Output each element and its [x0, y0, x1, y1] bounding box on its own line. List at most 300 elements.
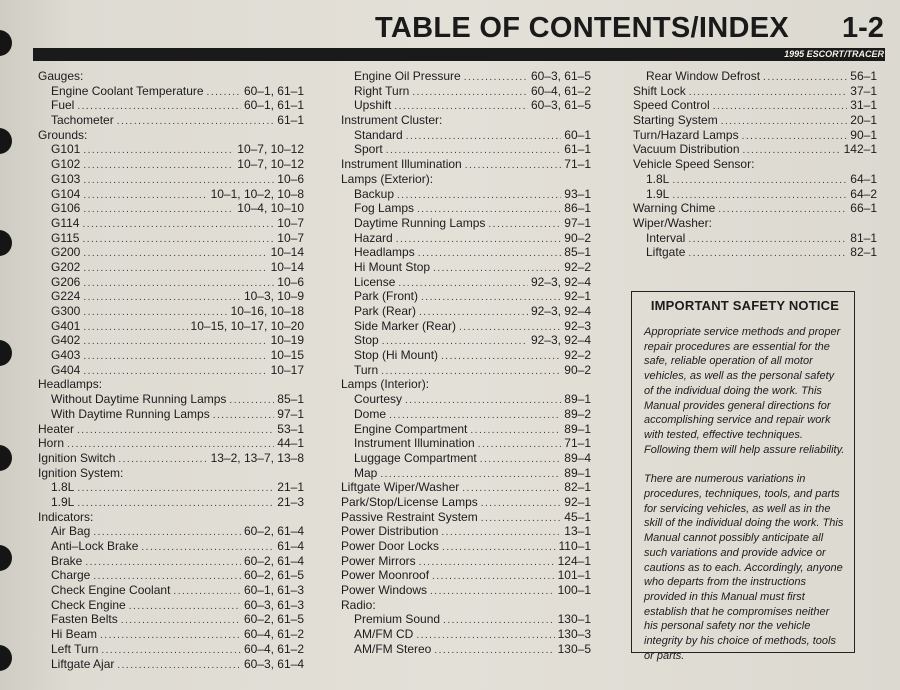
index-entry-label: G102	[51, 157, 81, 172]
index-entry-label: Power Windows	[341, 583, 428, 598]
index-entry	[38, 187, 304, 202]
index-entry-label: Power Distribution	[341, 524, 439, 539]
index-entry	[38, 304, 304, 319]
index-entry-label: Dome	[354, 406, 387, 421]
index-entry-label: Passive Restraint System	[341, 509, 478, 524]
dot-leader	[229, 394, 274, 409]
dot-leader	[743, 144, 841, 159]
index-entry-label: Left Turn	[51, 641, 99, 656]
dot-leader	[688, 247, 847, 262]
index-entry-label: Power Door Locks	[341, 539, 440, 553]
dot-leader	[117, 659, 241, 674]
dot-leader	[763, 71, 847, 86]
dot-leader	[83, 365, 267, 380]
index-entry	[633, 172, 877, 187]
index-entry-pages: 13–2, 13–7, 13–8	[210, 450, 304, 465]
dot-leader	[718, 203, 847, 218]
dot-leader	[442, 541, 555, 556]
index-entry-pages: 10–7, 10–12	[237, 142, 304, 157]
dot-leader	[443, 614, 555, 629]
page-title: TABLE OF CONTENTS/INDEX	[375, 12, 789, 44]
index-entry-label: Engine Compartment	[354, 421, 468, 436]
dot-leader	[742, 130, 848, 145]
dot-leader	[478, 438, 562, 453]
index-entry-pages: 20–1	[850, 113, 877, 128]
dot-leader	[713, 100, 848, 115]
dot-leader	[488, 218, 561, 233]
index-entry	[341, 480, 591, 495]
index-entry	[38, 627, 304, 642]
dot-leader	[470, 424, 561, 439]
index-entry	[341, 554, 591, 569]
index-entry-pages: 10–15	[270, 348, 304, 363]
index-entry	[38, 275, 304, 290]
safety-notice-title: IMPORTANT SAFETY NOTICE	[650, 298, 840, 313]
index-entry	[38, 554, 304, 569]
index-entry-pages: 101–1	[557, 568, 591, 583]
dot-leader	[721, 115, 848, 130]
index-heading: Gauges:	[38, 69, 84, 83]
dot-leader	[672, 174, 847, 189]
safety-notice-paragraph: There are numerous variations in procedures, techniques, tools, and parts for servicing vehicles, as well as in the skill of the individual doing the work. This Manual cannot possibly anticipate all such variations and provide advice or cautions as to each. Accordingly, anyone who departs from the instructions provided in this Manual must first establish that he compromises neither his personal safety nor the vehicle integrity by his choice of methods, tools or parts.	[644, 473, 844, 662]
dot-leader	[82, 218, 274, 233]
index-entry-label: Instrument Illumination	[354, 436, 475, 451]
index-entry-pages: 92–1	[564, 289, 591, 304]
dot-leader	[416, 629, 554, 644]
index-entry-pages: 64–1	[850, 171, 877, 186]
index-entry-label: AM/FM Stereo	[354, 641, 432, 656]
index-entry-pages: 71–1	[564, 436, 591, 451]
dot-leader	[688, 233, 847, 248]
index-entry	[38, 260, 304, 275]
dot-leader	[83, 350, 267, 365]
index-entry-label: Turn	[354, 362, 379, 377]
index-entry-pages: 10–19	[270, 333, 304, 348]
index-entry	[341, 568, 591, 583]
index-entry-pages: 10–6	[277, 274, 304, 289]
index-entry-pages: 110–1	[558, 539, 591, 553]
index-entry	[633, 201, 877, 216]
dot-leader	[83, 291, 241, 306]
index-entry-pages: 60–2, 61–4	[243, 524, 304, 539]
index-entry-label: Air Bag	[51, 524, 91, 539]
index-entry-label: G202	[51, 259, 81, 274]
index-entry	[341, 289, 591, 304]
index-entry-pages: 10–7, 10–12	[237, 157, 304, 172]
index-entry-label: Park (Rear)	[354, 304, 417, 318]
index-entry-pages: 10–14	[270, 245, 304, 260]
index-entry-pages: 92–2	[564, 259, 591, 274]
index-entry	[341, 275, 591, 290]
index-entry	[341, 642, 591, 657]
index-entry-pages: 92–3, 92–4	[530, 304, 591, 318]
index-entry-pages: 10–14	[270, 259, 304, 274]
index-entry-pages: 13–1	[564, 524, 591, 539]
index-entry-label: Tachometer	[51, 113, 114, 128]
dot-leader	[397, 189, 561, 204]
index-entry-label: Horn	[38, 436, 65, 451]
index-entry-label: Hi Mount Stop	[354, 259, 431, 274]
index-entry	[341, 157, 591, 172]
binder-hole	[0, 340, 12, 366]
index-entry-label: Liftgate	[646, 245, 686, 260]
index-entry-label: Side Marker (Rear)	[354, 318, 457, 333]
index-entry	[38, 642, 304, 657]
index-column-1	[38, 69, 304, 671]
index-entry-label: G200	[51, 245, 81, 260]
index-entry-pages: 100–1	[557, 583, 591, 598]
index-heading: Indicators:	[38, 509, 94, 524]
index-entry	[38, 348, 304, 363]
vehicle-subtitle: 1995 ESCORT/TRACER	[784, 49, 884, 59]
header-rule	[33, 48, 885, 61]
dot-leader	[83, 203, 234, 218]
index-entry-label: Daytime Running Lamps	[354, 215, 486, 230]
index-entry	[341, 422, 591, 437]
index-heading: Ignition System:	[38, 465, 124, 480]
index-entry	[341, 612, 591, 627]
dot-leader	[207, 86, 241, 101]
index-heading: Lamps (Exterior):	[341, 171, 434, 186]
index-entry	[633, 128, 877, 143]
index-entry-label: Courtesy	[354, 392, 403, 407]
index-entry-pages: 66–1	[850, 201, 877, 216]
index-entry-pages: 10–16, 10–18	[230, 304, 304, 318]
index-heading: Vehicle Speed Sensor:	[633, 157, 755, 172]
index-entry-pages: 61–1	[277, 113, 304, 128]
index-entry-label: Without Daytime Running Lamps	[51, 392, 227, 407]
index-entry-pages: 10–15, 10–17, 10–20	[190, 318, 304, 333]
index-entry-label: Starting System	[633, 113, 718, 128]
index-column-3	[633, 69, 877, 260]
index-entry-pages: 61–4	[277, 539, 304, 553]
index-entry	[633, 84, 877, 99]
index-entry-pages: 92–3, 92–4	[530, 274, 591, 289]
index-entry-pages: 60–2, 61–5	[243, 568, 304, 583]
dot-leader	[689, 86, 848, 101]
index-entry-pages: 142–1	[843, 142, 877, 157]
index-entry	[38, 480, 304, 495]
index-entry	[633, 113, 877, 128]
index-entry-label: Backup	[354, 186, 395, 201]
index-entry-label: Shift Lock	[633, 83, 686, 98]
index-heading: Wiper/Washer:	[633, 215, 712, 230]
index-entry-pages: 60–4, 61–2	[530, 83, 591, 98]
index-entry	[341, 583, 591, 598]
index-entry-label: Turn/Hazard Lamps	[633, 127, 739, 142]
index-entry-pages: 90–2	[564, 362, 591, 377]
index-entry-label: License	[354, 274, 396, 289]
page-number: 1-2	[842, 12, 884, 44]
dot-leader	[83, 262, 267, 277]
index-entry	[633, 187, 877, 202]
index-entry	[38, 245, 304, 260]
index-entry-pages: 45–1	[564, 509, 591, 524]
index-entry-pages: 130–5	[557, 641, 591, 656]
index-entry-label: G101	[51, 142, 81, 157]
index-entry-pages: 53–1	[277, 421, 304, 436]
dot-leader	[419, 556, 555, 571]
index-entry-label: G224	[51, 289, 81, 304]
index-entry-pages: 85–1	[277, 392, 304, 407]
index-entry-pages: 97–1	[277, 406, 304, 421]
index-entry-pages: 60–4, 61–2	[243, 627, 304, 642]
dot-leader	[480, 453, 562, 468]
index-entry	[341, 539, 591, 554]
index-entry-label: Vacuum Distribution	[633, 142, 740, 157]
index-entry-label: G401	[51, 318, 81, 333]
index-entry-pages: 60–3, 61–4	[243, 656, 304, 671]
index-entry	[341, 407, 591, 422]
binder-hole	[0, 30, 12, 56]
index-entry	[341, 451, 591, 466]
dot-leader	[405, 394, 561, 409]
index-entry	[38, 363, 304, 378]
index-entry-label: 1.9L	[646, 186, 670, 201]
index-entry-label: Hazard	[354, 230, 393, 245]
dot-leader	[173, 585, 241, 600]
dot-leader	[82, 233, 274, 248]
index-entry	[341, 466, 591, 481]
index-entry-pages: 85–1	[564, 245, 591, 260]
index-entry	[341, 98, 591, 113]
index-entry	[38, 657, 304, 672]
index-entry	[633, 69, 877, 84]
dot-leader	[100, 629, 241, 644]
index-entry	[341, 260, 591, 275]
dot-leader	[83, 321, 187, 336]
index-entry-pages: 31–1	[850, 98, 877, 113]
index-entry	[633, 245, 877, 260]
index-entry	[38, 612, 304, 627]
index-entry-label: Premium Sound	[354, 612, 441, 627]
index-entry-label: Fuel	[51, 98, 75, 113]
index-entry-label: Park/Stop/License Lamps	[341, 494, 478, 509]
index-entry-label: Liftgate Ajar	[51, 656, 115, 671]
dot-leader	[430, 585, 555, 600]
index-entry	[341, 392, 591, 407]
index-entry	[38, 142, 304, 157]
index-entry-pages: 82–1	[850, 245, 877, 260]
index-entry-label: AM/FM CD	[354, 627, 414, 642]
index-entry	[341, 216, 591, 231]
index-heading: Grounds:	[38, 127, 88, 142]
index-entry-pages: 37–1	[850, 83, 877, 98]
index-entry	[38, 392, 304, 407]
index-entry-label: Instrument Illumination	[341, 157, 462, 172]
dot-leader	[441, 526, 561, 541]
index-entry-pages: 60–3, 61–5	[530, 98, 591, 113]
index-entry-label: Engine Coolant Temperature	[51, 83, 204, 98]
dot-leader	[129, 600, 241, 615]
index-entry-label: G206	[51, 274, 81, 289]
index-entry-pages: 21–1	[277, 480, 304, 495]
index-entry-label: G300	[51, 304, 81, 318]
index-entry-pages: 60–2, 61–4	[243, 553, 304, 568]
index-entry-label: G104	[51, 186, 81, 201]
index-entry-label: G115	[51, 230, 80, 245]
index-entry-label: Stop (Hi Mount)	[354, 348, 439, 363]
index-heading: Radio:	[341, 597, 376, 612]
binder-hole	[0, 545, 12, 571]
index-entry-pages: 60–1, 61–1	[243, 98, 304, 113]
index-entry-pages: 60–2, 61–5	[243, 612, 304, 627]
index-entry-pages: 90–1	[850, 127, 877, 142]
index-entry	[38, 289, 304, 304]
dot-leader	[406, 130, 562, 145]
index-entry	[341, 333, 591, 348]
index-entry-label: Speed Control	[633, 98, 710, 113]
index-entry-pages: 89–1	[564, 465, 591, 480]
index-entry	[341, 245, 591, 260]
index-entry-pages: 60–1, 61–3	[243, 583, 304, 598]
index-entry-label: Check Engine Coolant	[51, 583, 171, 598]
index-entry-pages: 93–1	[564, 186, 591, 201]
index-entry-label: G114	[51, 215, 80, 230]
index-entry	[341, 363, 591, 378]
dot-leader	[118, 453, 207, 468]
index-entry-pages: 71–1	[564, 157, 591, 172]
index-entry-label: Ignition Switch	[38, 450, 116, 465]
index-entry	[341, 187, 591, 202]
dot-leader	[464, 71, 528, 86]
index-entry-label: Right Turn	[354, 83, 410, 98]
index-entry	[341, 319, 591, 334]
index-entry	[38, 113, 304, 128]
index-entry-label: Power Mirrors	[341, 553, 416, 568]
index-entry	[38, 495, 304, 510]
index-entry-pages: 21–3	[277, 494, 304, 509]
index-entry	[341, 495, 591, 510]
index-entry-pages: 64–2	[850, 186, 877, 201]
index-entry	[38, 201, 304, 216]
index-entry-pages: 10–6	[277, 171, 304, 186]
index-entry-label: G106	[51, 201, 81, 216]
binder-hole	[0, 128, 12, 154]
index-entry-pages: 130–1	[557, 612, 591, 627]
index-entry-pages: 10–1, 10–2, 10–8	[210, 186, 304, 201]
index-entry	[38, 436, 304, 451]
index-entry-pages: 56–1	[850, 69, 877, 83]
index-entry-label: Brake	[51, 553, 83, 568]
index-entry-pages: 86–1	[564, 201, 591, 216]
index-entry-label: Fog Lamps	[354, 201, 415, 216]
index-entry	[341, 510, 591, 525]
index-entry-label: Check Engine	[51, 597, 126, 612]
dot-leader	[121, 614, 241, 629]
index-entry-label: Fasten Belts	[51, 612, 118, 627]
dot-leader	[83, 247, 267, 262]
index-entry-label: Power Moonroof	[341, 568, 430, 583]
dot-leader	[418, 247, 562, 262]
index-entry-pages: 92–1	[564, 494, 591, 509]
index-entry-label: G402	[51, 333, 81, 348]
dot-leader	[434, 644, 554, 659]
index-entry-pages: 10–4, 10–10	[237, 201, 304, 216]
dot-leader	[83, 335, 267, 350]
index-entry	[341, 84, 591, 99]
index-entry	[38, 451, 304, 466]
index-entry-pages: 10–7	[277, 215, 304, 230]
dot-leader	[441, 350, 561, 365]
index-heading: Headlamps:	[38, 377, 103, 392]
index-entry-pages: 97–1	[564, 215, 591, 230]
index-entry	[38, 231, 304, 246]
index-entry-label: G403	[51, 348, 81, 363]
dot-leader	[117, 115, 275, 130]
index-entry-label: Sport	[354, 142, 383, 157]
index-entry-pages: 92–3, 92–4	[530, 333, 591, 348]
index-entry-pages: 10–7	[277, 230, 304, 245]
index-entry-label: Engine Oil Pressure	[354, 69, 461, 83]
index-entry-label: Upshift	[354, 98, 392, 113]
index-entry	[38, 319, 304, 334]
index-entry	[38, 84, 304, 99]
index-entry-label: Anti–Lock Brake	[51, 539, 139, 553]
index-entry-label: Park (Front)	[354, 289, 419, 304]
index-entry	[38, 539, 304, 554]
binder-hole	[0, 230, 12, 256]
safety-notice-paragraph: Appropriate service methods and proper repair procedures are essential for the safe, reliable operation of all motor vehicles, as well as the personal safety of the individual doing the work. This Manual provides general directions for accomplishing service and repair work with tested, effective techniques. Following them will help assure reliability.	[644, 326, 845, 456]
index-entry-pages: 130–3	[557, 627, 591, 642]
index-column-2	[341, 69, 591, 657]
index-entry-label: Hi Beam	[51, 627, 98, 642]
index-entry-pages: 81–1	[850, 230, 877, 245]
binder-hole	[0, 645, 12, 671]
index-entry	[38, 583, 304, 598]
index-entry-label: Liftgate Wiper/Washer	[341, 480, 460, 495]
index-entry-pages: 89–2	[564, 406, 591, 421]
index-entry	[633, 142, 877, 157]
dot-leader	[213, 409, 275, 424]
index-entry-pages: 61–1	[564, 142, 591, 157]
dot-leader	[83, 144, 234, 159]
index-entry-label: Stop	[354, 333, 379, 348]
index-entry-pages: 10–3, 10–9	[243, 289, 304, 304]
index-entry-label: G103	[51, 171, 81, 186]
index-entry-pages: 89–1	[564, 421, 591, 436]
index-entry-pages: 124–1	[557, 553, 591, 568]
index-entry	[38, 333, 304, 348]
index-entry-pages: 89–1	[564, 392, 591, 407]
index-entry-pages: 89–4	[564, 450, 591, 465]
index-entry-pages: 60–1, 61–1	[243, 83, 304, 98]
index-entry-pages: 60–3, 61–5	[530, 69, 591, 83]
index-entry	[38, 568, 304, 583]
dot-leader	[412, 86, 528, 101]
dot-leader	[481, 497, 562, 512]
index-entry-label: 1.8L	[646, 171, 670, 186]
dot-leader	[77, 482, 274, 497]
index-entry-label: Charge	[51, 568, 91, 583]
index-entry-label: Heater	[38, 421, 75, 436]
index-entry-pages: 92–3	[564, 318, 591, 333]
index-entry	[341, 524, 591, 539]
index-entry-pages: 60–3, 61–3	[243, 597, 304, 612]
index-entry-label: 1.9L	[51, 494, 75, 509]
index-heading: Lamps (Interior):	[341, 377, 430, 392]
index-heading: Instrument Cluster:	[341, 113, 443, 128]
dot-leader	[432, 570, 555, 585]
index-entry-label: Standard	[354, 127, 403, 142]
dot-leader	[77, 497, 274, 512]
dot-leader	[77, 424, 274, 439]
index-entry	[341, 627, 591, 642]
index-entry	[341, 69, 591, 84]
index-entry-pages: 60–4, 61–2	[243, 641, 304, 656]
index-entry-pages: 10–17	[270, 362, 304, 377]
index-entry-label: Interval	[646, 230, 686, 245]
